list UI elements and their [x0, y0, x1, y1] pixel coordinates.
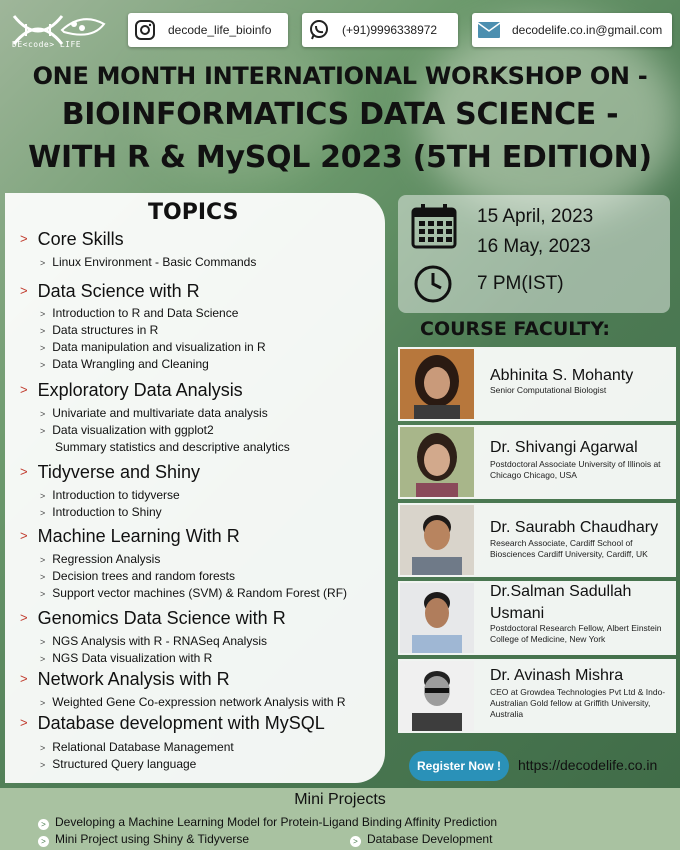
topic-item: > NGS Analysis with R - RNASeq Analysis [40, 634, 268, 648]
faculty-card [398, 347, 676, 421]
topic-section: > Data Science with R [20, 281, 200, 301]
faculty-name: Dr.Salman Sadullah Usmani [490, 583, 632, 622]
topic-item: > Data structures in R [40, 323, 159, 337]
mini-project-item: > Database Development [350, 832, 492, 847]
topic-section: > Database development with MySQL [20, 713, 325, 733]
topic-item: > NGS Data visualization with R [40, 651, 213, 665]
faculty-photo [400, 427, 474, 497]
email-address: decodelife.co.in@gmail.com [512, 23, 663, 37]
faculty-name: Dr. Saurabh Chaudhary [490, 519, 659, 536]
topic-item: > Decision trees and random forests [40, 569, 236, 583]
topic-item: > Introduction to R and Data Science [40, 306, 239, 320]
topic-section: > Tidyverse and Shiny [20, 462, 201, 482]
topics-heading: TOPICS [148, 200, 239, 225]
register-button[interactable]: Register Now ! [409, 751, 509, 781]
topic-item: > Regression Analysis [40, 552, 161, 566]
topic-item: Summary statistics and descriptive analytics [55, 440, 290, 454]
faculty-photo [400, 661, 474, 731]
faculty-card [398, 581, 676, 655]
start-date: 15 April, 2023 [477, 206, 594, 227]
topic-section: > Exploratory Data Analysis [20, 380, 243, 400]
faculty-name: Abhinita S. Mohanty [490, 367, 634, 384]
topic-item: > Relational Database Management [40, 740, 234, 754]
title-line-2: BIOINFORMATICS DATA SCIENCE - [61, 97, 619, 132]
topic-item: > Structured Query language [40, 757, 197, 771]
faculty-name: Dr. Shivangi Agarwal [490, 439, 638, 456]
topic-item: > Univariate and multivariate data analysis [40, 406, 268, 420]
faculty-role: Postdoctoral Research Fellow, Albert Einstein College of Medicine, New York [490, 623, 662, 644]
faculty-name: Dr. Avinash Mishra [490, 667, 624, 684]
faculty-card [398, 503, 676, 577]
website-link[interactable]: https://decodelife.co.in [518, 757, 658, 773]
topic-item: > Introduction to Shiny [40, 505, 162, 519]
topic-section: > Machine Learning With R [20, 526, 240, 546]
topic-item: > Data visualization with ggplot2 [40, 423, 214, 437]
instagram-icon [128, 13, 162, 47]
end-date: 16 May, 2023 [477, 236, 591, 257]
faculty-photo [400, 349, 474, 419]
topic-item: > Linux Environment - Basic Commands [40, 255, 257, 269]
faculty-role: CEO at Growdea Technologies Pvt Ltd & Indo-Australian Gold fellow at Griffith University, Australia [490, 687, 666, 719]
faculty-card [398, 659, 676, 733]
email-icon [472, 13, 506, 47]
topic-item: > Introduction to tidyverse [40, 488, 180, 502]
title-line-3: WITH R & MySQL 2023 (5TH EDITION) [28, 140, 652, 175]
topic-section: > Genomics Data Science with R [20, 608, 286, 628]
logo-text: DE<code> LIFE [12, 40, 82, 49]
topic-item: > Support vector machines (SVM) & Random Forest (RF) [40, 586, 348, 600]
topic-item: > Data manipulation and visualization in R [40, 340, 266, 354]
instagram-chip[interactable] [128, 13, 288, 47]
topic-section: > Network Analysis with R [20, 669, 230, 689]
faculty-role: Senior Computational Biologist [490, 385, 607, 395]
calendar-icon [410, 202, 458, 250]
title-line-1: ONE MONTH INTERNATIONAL WORKSHOP ON - [32, 62, 648, 90]
faculty-heading: COURSE FACULTY: [420, 318, 610, 340]
clock-icon [413, 264, 453, 304]
mini-project-item: > Developing a Machine Learning Model for Protein-Ligand Binding Affinity Prediction [38, 815, 497, 830]
topic-section: > Core Skills [20, 229, 124, 249]
faculty-photo [400, 583, 474, 653]
topic-item: > Data Wrangling and Cleaning [40, 357, 209, 371]
mini-projects-heading: Mini Projects [294, 791, 386, 808]
whatsapp-number: (+91)9996338972 [342, 23, 438, 37]
session-time: 7 PM(IST) [477, 273, 564, 294]
faculty-photo [400, 505, 474, 575]
faculty-card [398, 425, 676, 499]
whatsapp-chip[interactable] [302, 13, 458, 47]
faculty-role: Postdoctoral Associate University of Illinois at Chicago Chicago, USA [490, 459, 661, 480]
whatsapp-icon [302, 13, 336, 47]
topic-item: > Weighted Gene Co-expression network Analysis with R [40, 695, 346, 709]
instagram-handle: decode_life_bioinfo [168, 23, 272, 37]
faculty-role: Research Associate, Cardiff School of Biosciences Cardiff University, Cardiff, UK [490, 538, 648, 559]
mini-project-item: > Mini Project using Shiny & Tidyverse [38, 832, 249, 847]
email-chip[interactable] [472, 13, 672, 47]
